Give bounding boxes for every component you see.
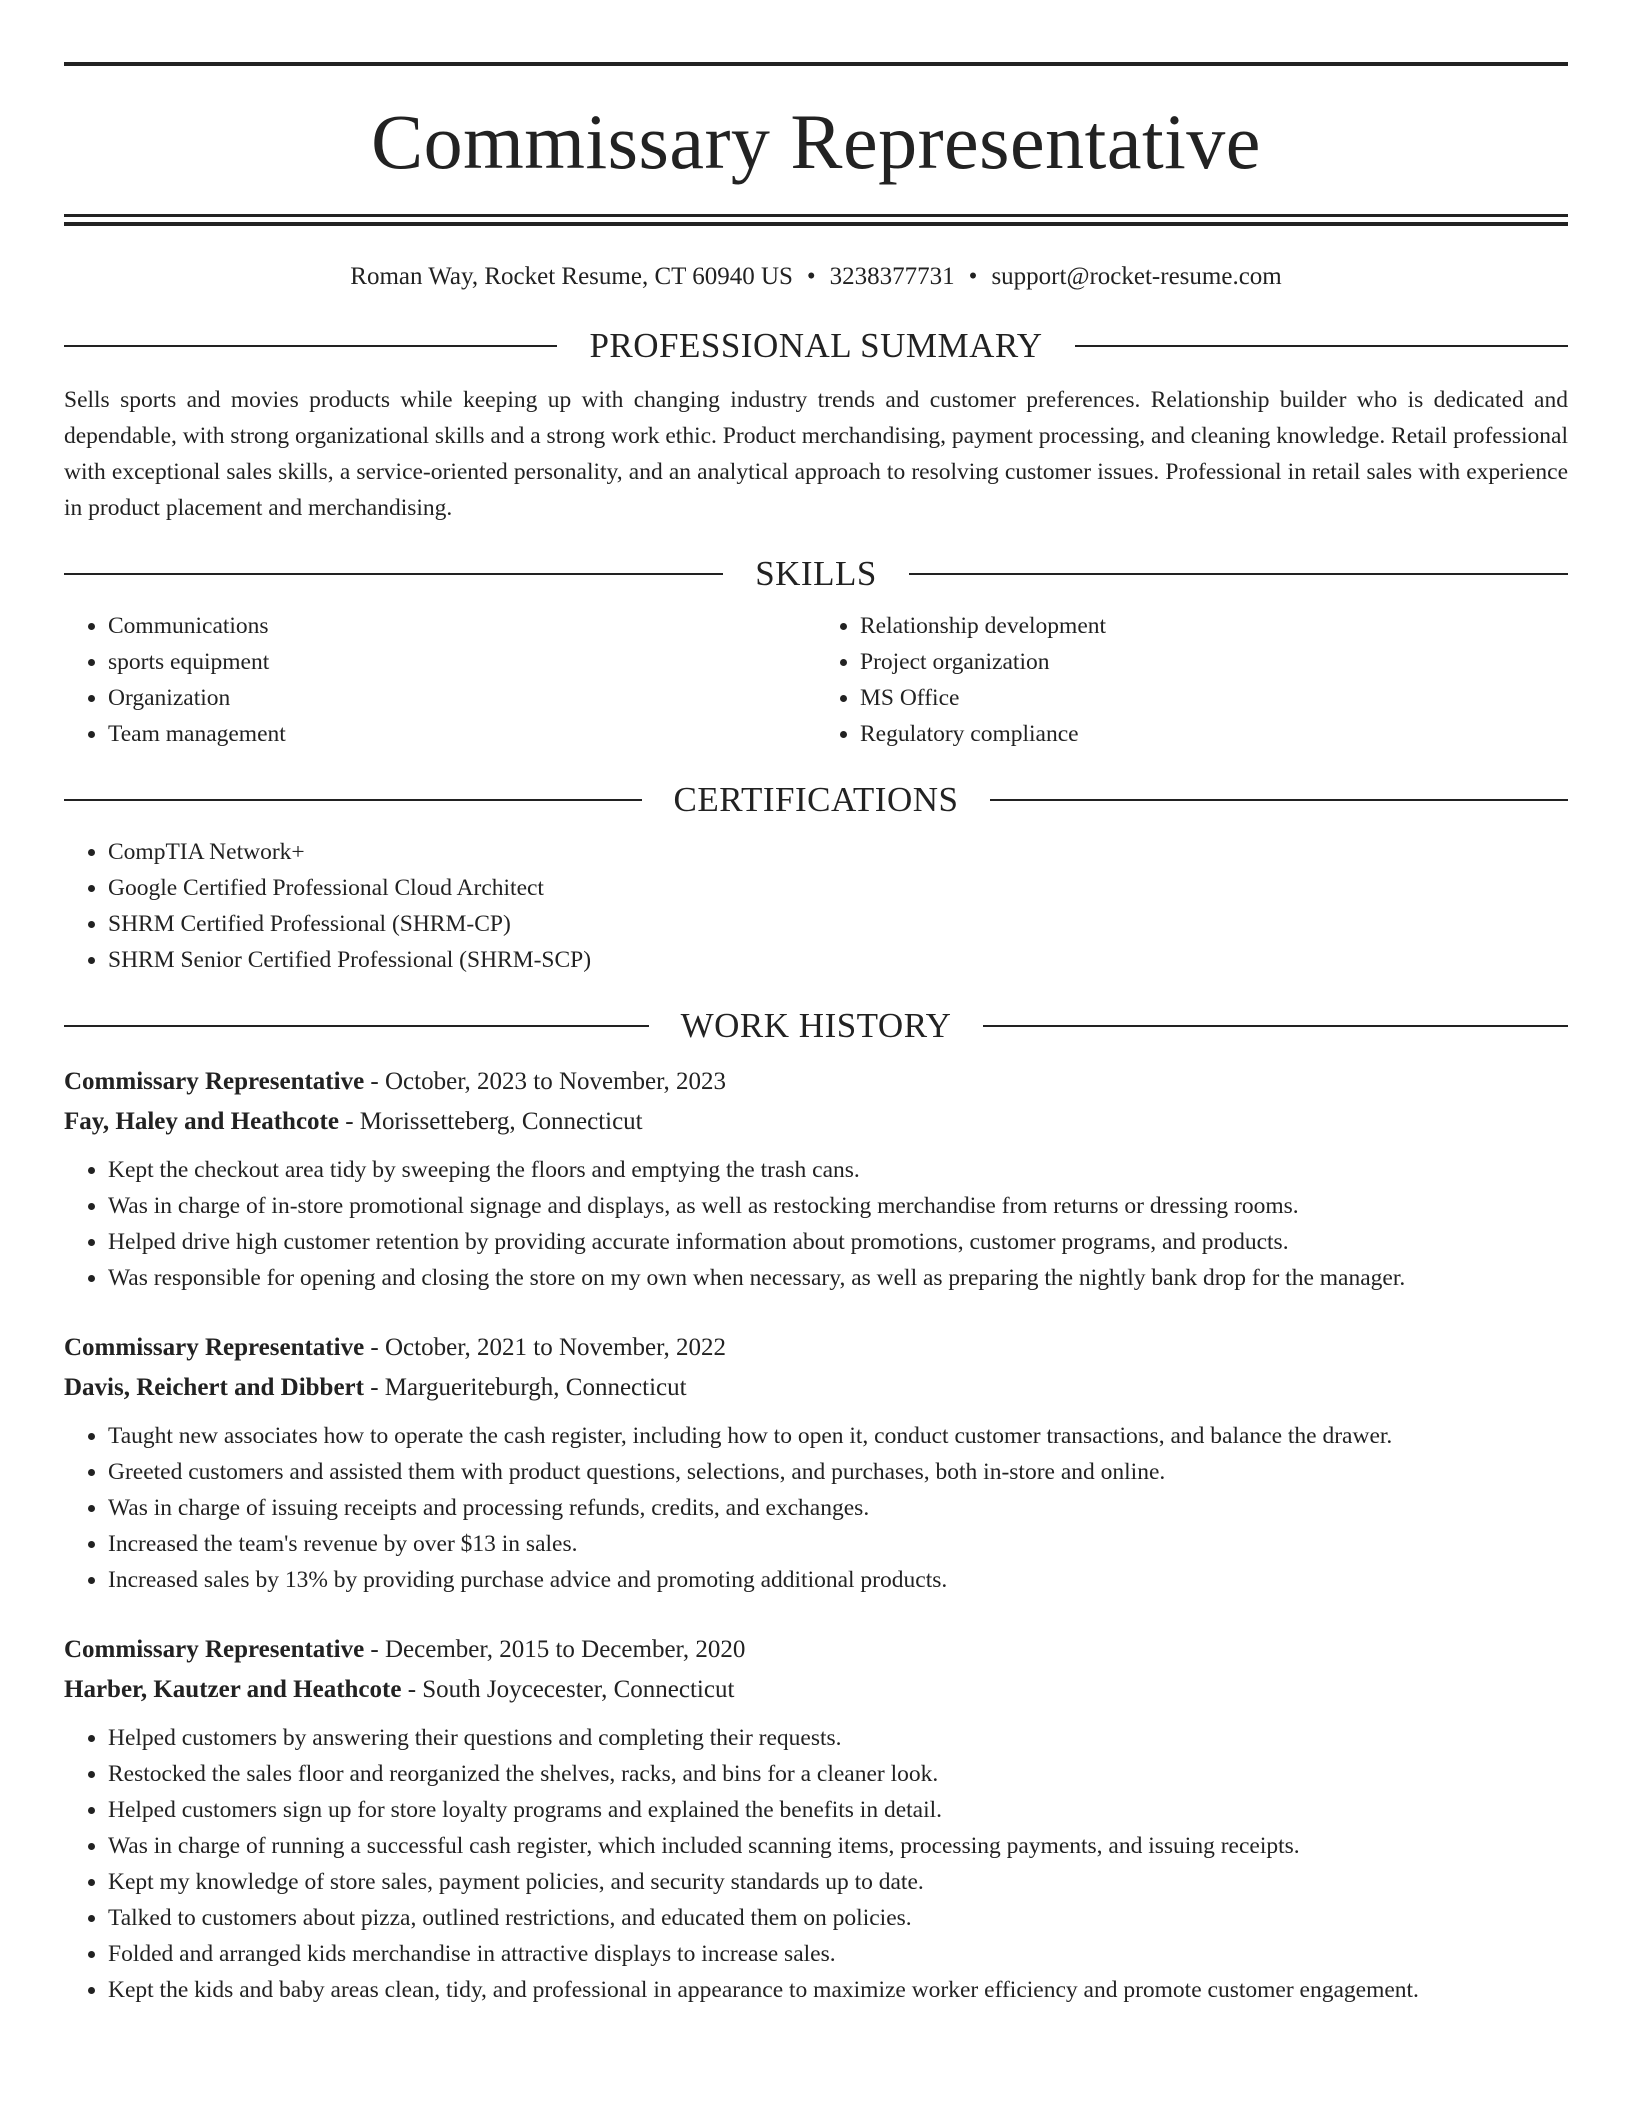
job-location: - Morissetteberg, Connecticut <box>338 1108 643 1135</box>
job-company: Harber, Kautzer and Heathcote <box>64 1676 402 1703</box>
skill-item: • MS Office <box>860 680 1568 716</box>
job-entry <box>64 1328 1568 1598</box>
certification-item: • CompTIA Network+ <box>108 834 1568 870</box>
job-bullet: • Taught new associates how to operate the cash register, including how to open it, conduct customer transactions, and balance the drawer. <box>108 1418 1568 1454</box>
skill-item: • Relationship development <box>860 608 1568 644</box>
summary-heading <box>64 324 1568 368</box>
job-bullets <box>64 1152 1568 1296</box>
certifications-heading-label: CERTIFICATIONS <box>673 780 959 819</box>
heading-rule-right <box>909 573 1568 575</box>
job-location: - South Joycecester, Connecticut <box>401 1676 735 1703</box>
contact-separator: • <box>968 263 978 290</box>
skill-item: • Organization <box>108 680 816 716</box>
skill-item: • Project organization <box>860 644 1568 680</box>
contact-separator: • <box>806 263 816 290</box>
skill-item: • Regulatory compliance <box>860 716 1568 752</box>
heading-rule-left <box>64 1025 649 1027</box>
top-rule <box>64 62 1568 66</box>
job-bullets <box>64 1720 1568 2008</box>
job-bullet: • Increased the team's revenue by over $13 in sales. <box>108 1526 1568 1562</box>
job-title: Commissary Representative <box>64 1636 365 1663</box>
job-dates: - December, 2015 to December, 2020 <box>364 1636 746 1663</box>
job-bullet: • Talked to customers about pizza, outlined restrictions, and educated them on policies. <box>108 1900 1568 1936</box>
job-title-line <box>64 1328 1568 1368</box>
skills-list <box>64 608 1568 752</box>
heading-rule-left <box>64 799 642 801</box>
work-history-list <box>64 1062 1568 2008</box>
contact-email: support@rocket-resume.com <box>991 263 1282 290</box>
skill-item: • sports equipment <box>108 644 816 680</box>
contact-line <box>64 260 1568 294</box>
job-title: Commissary Representative <box>64 1068 365 1095</box>
job-bullet: • Greeted customers and assisted them with product questions, selections, and purchases, both in-store and online. <box>108 1454 1568 1490</box>
job-bullet: • Was responsible for opening and closing the store on my own when necessary, as well as preparing the nightly bank drop for the manager. <box>108 1260 1568 1296</box>
job-bullet: • Kept my knowledge of store sales, payment policies, and security standards up to date. <box>108 1864 1568 1900</box>
job-bullet: • Was in charge of issuing receipts and processing refunds, credits, and exchanges. <box>108 1490 1568 1526</box>
job-dates: - October, 2023 to November, 2023 <box>364 1068 726 1095</box>
contact-phone: 3238377731 <box>829 263 955 290</box>
job-bullet: • Helped customers by answering their questions and completing their requests. <box>108 1720 1568 1756</box>
job-bullet: • Increased sales by 13% by providing purchase advice and promoting additional products. <box>108 1562 1568 1598</box>
job-bullet: • Helped customers sign up for store loyalty programs and explained the benefits in detail. <box>108 1792 1568 1828</box>
skills-column-left <box>64 608 816 752</box>
heading-rule-right <box>1075 345 1568 347</box>
title-double-rule <box>64 214 1568 226</box>
heading-rule-left <box>64 573 723 575</box>
resume-title: Commissary Representative <box>371 98 1261 185</box>
job-company-line <box>64 1368 1568 1408</box>
skill-item: • Communications <box>108 608 816 644</box>
job-bullet: • Helped drive high customer retention by providing accurate information about promotions, customer programs, and products. <box>108 1224 1568 1260</box>
skills-heading-label: SKILLS <box>755 554 877 593</box>
certification-item: • Google Certified Professional Cloud Architect <box>108 870 1568 906</box>
job-company-line <box>64 1670 1568 1710</box>
heading-rule-right <box>983 1025 1568 1027</box>
certifications-heading <box>64 778 1568 822</box>
skills-heading <box>64 552 1568 596</box>
work-history-heading <box>64 1004 1568 1048</box>
job-bullet: • Was in charge of running a successful cash register, which included scanning items, processing payments, and issuing receipts. <box>108 1828 1568 1864</box>
job-company: Fay, Haley and Heathcote <box>64 1108 339 1135</box>
job-bullet: • Kept the kids and baby areas clean, tidy, and professional in appearance to maximize worker efficiency and promote customer engagement. <box>108 1972 1568 2008</box>
job-bullet: • Was in charge of in-store promotional signage and displays, as well as restocking merchandise from returns or dressing rooms. <box>108 1188 1568 1224</box>
job-bullet: • Kept the checkout area tidy by sweeping the floors and emptying the trash cans. <box>108 1152 1568 1188</box>
job-title-line <box>64 1630 1568 1670</box>
job-title: Commissary Representative <box>64 1334 365 1361</box>
heading-rule-left <box>64 345 557 347</box>
certification-item: • SHRM Certified Professional (SHRM-CP) <box>108 906 1568 942</box>
certifications-list <box>64 834 1568 978</box>
job-title-line <box>64 1062 1568 1102</box>
work-history-heading-label: WORK HISTORY <box>680 1006 952 1045</box>
job-location: - Margueriteburgh, Connecticut <box>363 1374 687 1401</box>
summary-heading-label: PROFESSIONAL SUMMARY <box>589 326 1043 365</box>
contact-address: Roman Way, Rocket Resume, CT 60940 US <box>350 263 793 290</box>
job-dates: - October, 2021 to November, 2022 <box>364 1334 726 1361</box>
job-bullet: • Restocked the sales floor and reorganized the shelves, racks, and bins for a cleaner look. <box>108 1756 1568 1792</box>
certification-item: • SHRM Senior Certified Professional (SHRM-SCP) <box>108 942 1568 978</box>
heading-rule-right <box>990 799 1568 801</box>
skill-item: • Team management <box>108 716 816 752</box>
skills-column-right <box>816 608 1568 752</box>
job-entry <box>64 1062 1568 1296</box>
job-entry <box>64 1630 1568 2008</box>
job-company-line <box>64 1102 1568 1142</box>
summary-text: Sells sports and movies products while keeping up with changing industry trends and customer preferences. Relationship builder who is dedicated and dependable, with strong organizational skills and a strong work ethic. Product merchandising, payment processing, and cleaning knowledge. Retail professional with exceptional sales skills, a service-oriented personality, and an analytical approach to resolving customer issues. Professional in retail sales with experience in product placement and merchandising. <box>64 387 1568 521</box>
job-company: Davis, Reichert and Dibbert <box>64 1374 364 1401</box>
job-bullet: • Folded and arranged kids merchandise in attractive displays to increase sales. <box>108 1936 1568 1972</box>
job-bullets <box>64 1418 1568 1598</box>
